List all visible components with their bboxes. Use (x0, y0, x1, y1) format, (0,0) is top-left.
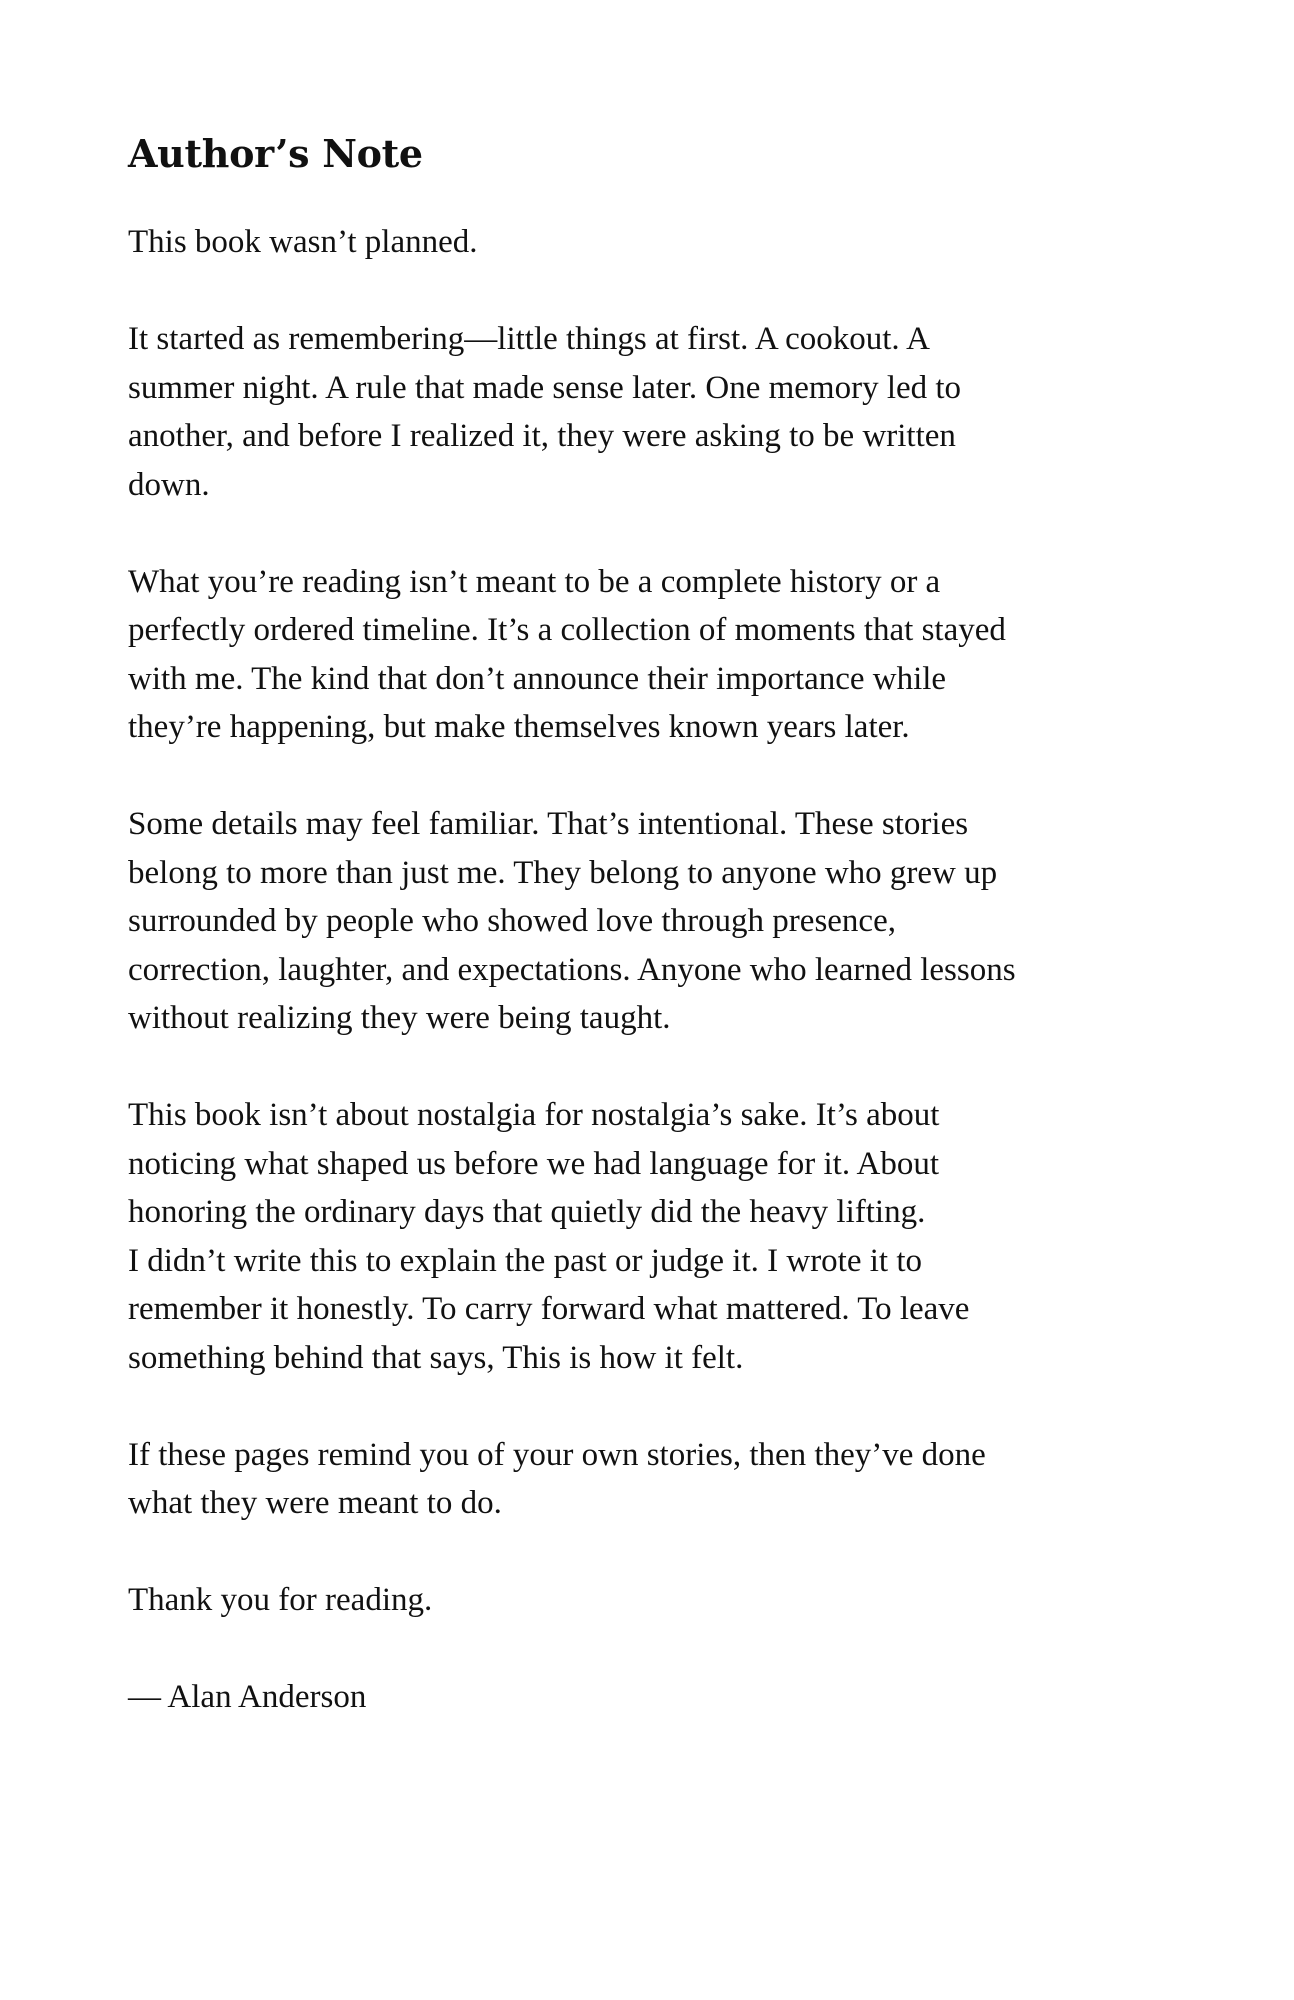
paragraph-purpose: I didn’t write this to explain the past or judge it. I wrote it to remember it honestly. To carry forward what mattered. To leave something behind that says, This is how it felt. (128, 1242, 970, 1376)
page-title: Author’s Note (128, 131, 423, 176)
paragraph-reading: What you’re reading isn’t meant to be a complete history or a perfectly ordered timeline. It’s a collection of moments that stayed with me. The kind that don’t announce their importance while they’re happening, but make themselves known years later. (128, 563, 1006, 745)
paragraph-stories: If these pages remind you of your own stories, then they’ve done what they were meant to do. (128, 1436, 986, 1521)
paragraph-remembering: It started as remembering—little things at first. A cookout. A summer night. A rule that made sense later. One memory led to another, and before I realized it, they were asking to be written down. (128, 321, 962, 503)
document-page (128, 126, 1188, 1722)
author-signature: — Alan Anderson (128, 1679, 367, 1715)
paragraph-familiar: Some details may feel familiar. That’s intentional. These stories belong to more than just me. They belong to anyone who grew up surrounded by people who showed love through presence, correction, laughter, and expectations. Anyone who learned lessons without realizing they were being taught. (128, 806, 1016, 1036)
paragraph-thanks: Thank you for reading. (128, 1582, 433, 1618)
paragraph-opening: This book wasn’t planned. (128, 224, 478, 260)
paragraph-nostalgia: This book isn’t about nostalgia for nostalgia’s sake. It’s about noticing what shaped us before we had language for it. About honoring the ordinary days that quietly did the heavy lifting. (128, 1097, 940, 1230)
